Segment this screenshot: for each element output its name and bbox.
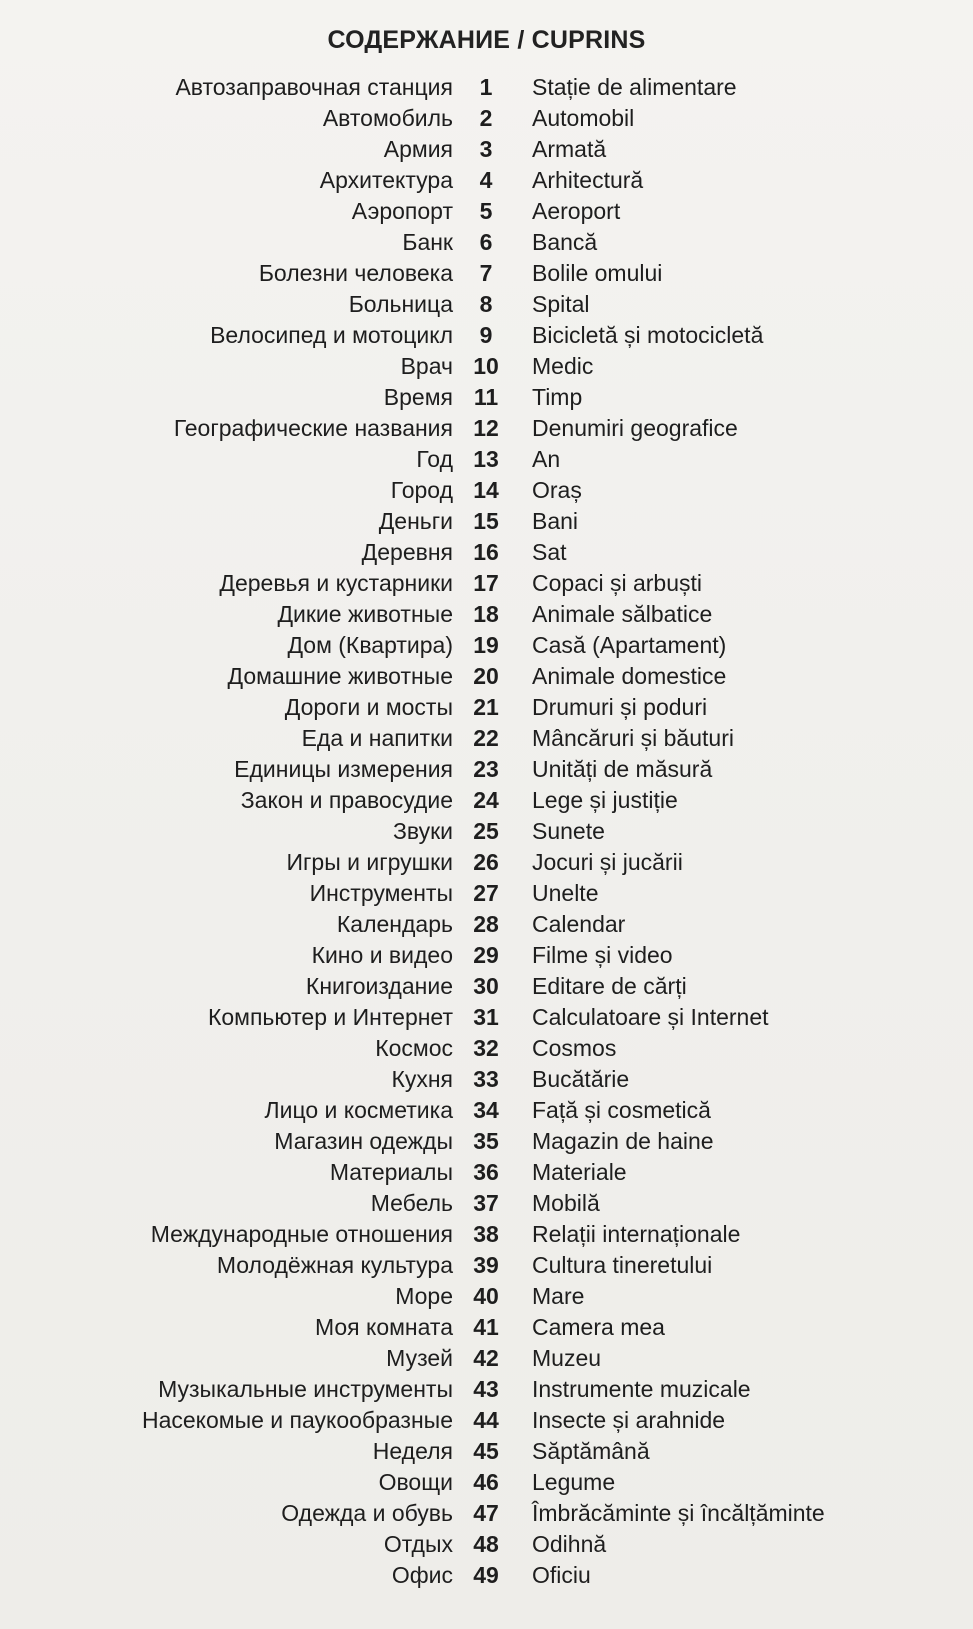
toc-entry-russian-title: Море: [395, 1283, 453, 1309]
toc-entry-romanian-title: Sat: [532, 539, 567, 565]
toc-entry-number: 41: [473, 1314, 499, 1340]
toc-entry: [0, 630, 973, 661]
toc-entry-romanian-title: Cosmos: [532, 1035, 617, 1061]
toc-entry-number: 15: [473, 508, 499, 534]
toc-entry-number: 18: [473, 601, 499, 627]
toc-entry-number: 48: [473, 1531, 499, 1557]
toc-entry-russian-title: Банк: [402, 229, 453, 255]
toc-entry-number: 7: [479, 260, 493, 286]
toc-entry-russian-title: Насекомые и паукообразные: [141, 1407, 453, 1433]
toc-entry-number: 36: [473, 1159, 499, 1185]
toc-entry: [0, 1467, 973, 1498]
toc-entry-number: 32: [473, 1035, 499, 1061]
toc-entry-number: 5: [479, 198, 493, 224]
toc-entry-number: 23: [473, 756, 499, 782]
toc-entry: [0, 227, 973, 258]
toc-entry-romanian-title: Sunete: [532, 818, 605, 844]
toc-entry-romanian-title: Bolile omului: [532, 260, 663, 286]
toc-entry-number: 37: [473, 1190, 499, 1216]
toc-entry: [0, 1374, 973, 1405]
toc-entry-romanian-title: Arhitectură: [532, 167, 644, 193]
toc-entry-romanian-title: Materiale: [532, 1159, 627, 1185]
toc-entry-romanian-title: Animale domestice: [532, 663, 727, 689]
toc-entry: [0, 785, 973, 816]
toc-entry-number: 12: [473, 415, 499, 441]
toc-entry-romanian-title: Drumuri și poduri: [532, 694, 708, 720]
toc-entry-number: 21: [473, 694, 499, 720]
toc-entry-romanian-title: Casă (Apartament): [532, 632, 727, 658]
toc-entry-number: 11: [473, 384, 499, 410]
toc-entry: [0, 1343, 973, 1374]
toc-entry-romanian-title: Calendar: [532, 911, 626, 937]
toc-entry-russian-title: Армия: [383, 136, 453, 162]
toc-entry-russian-title: Моя комната: [314, 1314, 453, 1340]
toc-entry: [0, 351, 973, 382]
toc-entry: [0, 165, 973, 196]
toc-entry: [0, 816, 973, 847]
toc-entry-russian-title: Деревня: [361, 539, 453, 565]
toc-entry-russian-title: Единицы измерения: [234, 756, 453, 782]
toc-entry-russian-title: Материалы: [329, 1159, 453, 1185]
toc-entry-number: 14: [473, 477, 499, 503]
toc-entry-number: 31: [473, 1004, 499, 1030]
toc-entry: [0, 1188, 973, 1219]
toc-entry-number: 42: [473, 1345, 499, 1371]
toc-entry-romanian-title: Aeroport: [532, 198, 621, 224]
toc-entry-russian-title: Книгоиздание: [305, 973, 453, 999]
toc-entry-russian-title: Молодёжная культура: [216, 1252, 453, 1278]
toc-entry-romanian-title: Calculatoare și Internet: [532, 1004, 769, 1030]
toc-entry-number: 27: [473, 880, 499, 906]
toc-entry-russian-title: Лицо и косметика: [264, 1097, 453, 1123]
toc-entry: [0, 1095, 973, 1126]
toc-entry-romanian-title: Instrumente muzicale: [532, 1376, 751, 1402]
toc-entry-romanian-title: Bucătărie: [532, 1066, 630, 1092]
toc-entry-romanian-title: Lege și justiție: [532, 787, 678, 813]
toc-entry-number: 44: [473, 1407, 499, 1433]
toc-entry-russian-title: Автозаправочная станция: [175, 74, 453, 100]
toc-entry-romanian-title: Bani: [532, 508, 579, 534]
toc-entry-number: 17: [473, 570, 499, 596]
toc-entry: [0, 444, 973, 475]
toc-entry: [0, 289, 973, 320]
toc-entry-romanian-title: Camera mea: [532, 1314, 665, 1340]
toc-entry: [0, 382, 973, 413]
toc-entry-romanian-title: Unități de măsură: [532, 756, 713, 782]
toc-entry: [0, 537, 973, 568]
toc-entry: [0, 506, 973, 537]
toc-entry-romanian-title: Oficiu: [532, 1562, 591, 1588]
toc-entry-romanian-title: Insecte și arahnide: [532, 1407, 726, 1433]
toc-entry: [0, 1436, 973, 1467]
toc-entry-number: 8: [479, 291, 493, 317]
toc-entry-number: 28: [473, 911, 499, 937]
toc-entry-russian-title: Кино и видео: [311, 942, 453, 968]
toc-entry-russian-title: Архитектура: [319, 167, 453, 193]
toc-entry: [0, 1560, 973, 1591]
toc-entry-romanian-title: Armată: [532, 136, 607, 162]
toc-entry-russian-title: Международные отношения: [150, 1221, 453, 1247]
toc-entry-romanian-title: Medic: [532, 353, 594, 379]
page-title: СОДЕРЖАНИЕ / CUPRINS: [327, 26, 646, 54]
toc-entry-number: 30: [473, 973, 499, 999]
toc-entry-russian-title: Деревья и кустарники: [219, 570, 453, 596]
toc-entry: [0, 1312, 973, 1343]
toc-entry-russian-title: Мебель: [370, 1190, 453, 1216]
toc-entry-number: 34: [473, 1097, 499, 1123]
toc-entry-number: 47: [473, 1500, 499, 1526]
toc-entry-number: 43: [473, 1376, 499, 1402]
toc-entry-romanian-title: Legume: [532, 1469, 616, 1495]
toc-entry-romanian-title: Spital: [532, 291, 590, 317]
toc-entry: [0, 1405, 973, 1436]
toc-entry: [0, 692, 973, 723]
toc-entry: [0, 1250, 973, 1281]
toc-entry-romanian-title: Timp: [532, 384, 583, 410]
toc-entry: [0, 1126, 973, 1157]
toc-entry-russian-title: Больница: [348, 291, 453, 317]
toc-entry-number: 4: [479, 167, 493, 193]
toc-entry-russian-title: Инструменты: [309, 880, 453, 906]
toc-entry-russian-title: Дикие животные: [277, 601, 453, 627]
toc-entry-number: 9: [479, 322, 493, 348]
toc-entry-number: 10: [473, 353, 499, 379]
toc-entry-russian-title: Магазин одежды: [274, 1128, 453, 1154]
toc-entry-romanian-title: Oraș: [532, 477, 582, 503]
toc-entry: [0, 909, 973, 940]
toc-entry: [0, 1529, 973, 1560]
toc-entry: [0, 1002, 973, 1033]
toc-entry: [0, 1157, 973, 1188]
toc-entry: [0, 258, 973, 289]
toc-entry: [0, 134, 973, 165]
toc-entry: [0, 878, 973, 909]
toc-entry-russian-title: Деньги: [378, 508, 453, 534]
toc-entry: [0, 72, 973, 103]
toc-entry-russian-title: Велосипед и мотоцикл: [210, 322, 453, 348]
toc-entry: [0, 103, 973, 134]
toc-entry: [0, 320, 973, 351]
toc-entry: [0, 723, 973, 754]
toc-entry-russian-title: Неделя: [372, 1438, 453, 1464]
toc-entry-russian-title: Город: [390, 477, 453, 503]
toc-entry: [0, 1033, 973, 1064]
toc-entry-russian-title: Звуки: [392, 818, 453, 844]
toc-entry: [0, 1064, 973, 1095]
toc-entry-number: 13: [473, 446, 499, 472]
toc-entry: [0, 1498, 973, 1529]
toc-entry-russian-title: Овощи: [378, 1469, 453, 1495]
toc-entry-number: 35: [473, 1128, 499, 1154]
toc-entry-number: 25: [473, 818, 499, 844]
toc-entry-number: 3: [479, 136, 493, 162]
toc-entry-russian-title: Музыкальные инструменты: [158, 1376, 453, 1402]
toc-entry-romanian-title: Filme și video: [532, 942, 673, 968]
toc-entry: [0, 413, 973, 444]
toc-entry-russian-title: Год: [416, 446, 453, 472]
toc-entry-romanian-title: Relații internaționale: [532, 1221, 741, 1247]
toc-entry-romanian-title: Muzeu: [532, 1345, 602, 1371]
toc-entry: [0, 568, 973, 599]
toc-entry-romanian-title: Magazin de haine: [532, 1128, 714, 1154]
toc-entry: [0, 475, 973, 506]
toc-entry-number: 49: [473, 1562, 499, 1588]
toc-entry-russian-title: Календарь: [336, 911, 453, 937]
toc-entry-russian-title: Время: [383, 384, 453, 410]
toc-entry-number: 2: [479, 105, 493, 131]
toc-entry: [0, 599, 973, 630]
toc-entry-romanian-title: Față și cosmetică: [532, 1097, 711, 1123]
toc-entry-russian-title: Аэропорт: [351, 198, 453, 224]
toc-entry: [0, 196, 973, 227]
toc-entry-russian-title: Автомобиль: [322, 105, 453, 131]
toc-entry-romanian-title: Mare: [532, 1283, 585, 1309]
toc-entry-russian-title: Географические названия: [173, 415, 453, 441]
toc-entry-romanian-title: Bicicletă și motocicletă: [532, 322, 764, 348]
table-of-contents: [0, 72, 973, 1591]
toc-entry-number: 24: [473, 787, 499, 813]
toc-entry-russian-title: Болезни человека: [258, 260, 453, 286]
toc-entry-number: 29: [473, 942, 499, 968]
toc-entry-number: 6: [479, 229, 493, 255]
toc-entry-romanian-title: Cultura tineretului: [532, 1252, 713, 1278]
toc-entry-number: 19: [473, 632, 499, 658]
toc-entry-romanian-title: Denumiri geografice: [532, 415, 738, 441]
toc-entry: [0, 1219, 973, 1250]
toc-entry-russian-title: Одежда и обувь: [281, 1500, 453, 1526]
toc-entry-russian-title: Еда и напитки: [301, 725, 453, 751]
toc-entry-romanian-title: Odihnă: [532, 1531, 607, 1557]
toc-entry-russian-title: Врач: [400, 353, 453, 379]
toc-entry-russian-title: Дороги и мосты: [284, 694, 453, 720]
toc-entry-russian-title: Компьютер и Интернет: [207, 1004, 453, 1030]
toc-entry: [0, 940, 973, 971]
toc-entry-russian-title: Закон и правосудие: [240, 787, 453, 813]
toc-entry-russian-title: Офис: [391, 1562, 453, 1588]
toc-entry-russian-title: Космос: [375, 1035, 453, 1061]
toc-entry-russian-title: Домашние животные: [227, 663, 453, 689]
toc-entry-number: 33: [473, 1066, 499, 1092]
toc-entry-romanian-title: Copaci și arbuști: [532, 570, 703, 596]
toc-entry-number: 39: [473, 1252, 499, 1278]
toc-entry-number: 16: [473, 539, 499, 565]
toc-entry-russian-title: Дом (Квартира): [287, 632, 453, 658]
toc-entry-romanian-title: Automobil: [532, 105, 635, 131]
toc-entry-number: 45: [473, 1438, 499, 1464]
toc-entry-romanian-title: An: [532, 446, 561, 472]
toc-entry: [0, 754, 973, 785]
toc-entry-number: 38: [473, 1221, 499, 1247]
toc-entry-number: 46: [473, 1469, 499, 1495]
toc-entry: [0, 847, 973, 878]
toc-entry-romanian-title: Mobilă: [532, 1190, 600, 1216]
toc-entry-number: 1: [479, 74, 493, 100]
toc-entry-romanian-title: Unelte: [532, 880, 599, 906]
toc-entry-romanian-title: Bancă: [532, 229, 598, 255]
toc-entry-number: 26: [473, 849, 499, 875]
toc-entry-number: 20: [473, 663, 499, 689]
toc-entry-romanian-title: Editare de cărți: [532, 973, 687, 999]
toc-entry-romanian-title: Jocuri și jucării: [532, 849, 683, 875]
toc-entry-romanian-title: Animale sălbatice: [532, 601, 713, 627]
toc-entry-russian-title: Игры и игрушки: [286, 849, 453, 875]
toc-entry-russian-title: Отдых: [383, 1531, 453, 1557]
toc-entry-romanian-title: Mâncăruri și băuturi: [532, 725, 734, 751]
toc-entry-romanian-title: Îmbrăcăminte și încălțăminte: [532, 1500, 825, 1526]
toc-entry: [0, 971, 973, 1002]
toc-entry-russian-title: Музей: [386, 1345, 453, 1371]
toc-entry-romanian-title: Săptămână: [532, 1438, 650, 1464]
toc-entry-romanian-title: Stație de alimentare: [532, 74, 737, 100]
toc-entry: [0, 1281, 973, 1312]
toc-entry-number: 22: [473, 725, 499, 751]
toc-entry-number: 40: [473, 1283, 499, 1309]
toc-entry: [0, 661, 973, 692]
toc-entry-russian-title: Кухня: [391, 1066, 453, 1092]
